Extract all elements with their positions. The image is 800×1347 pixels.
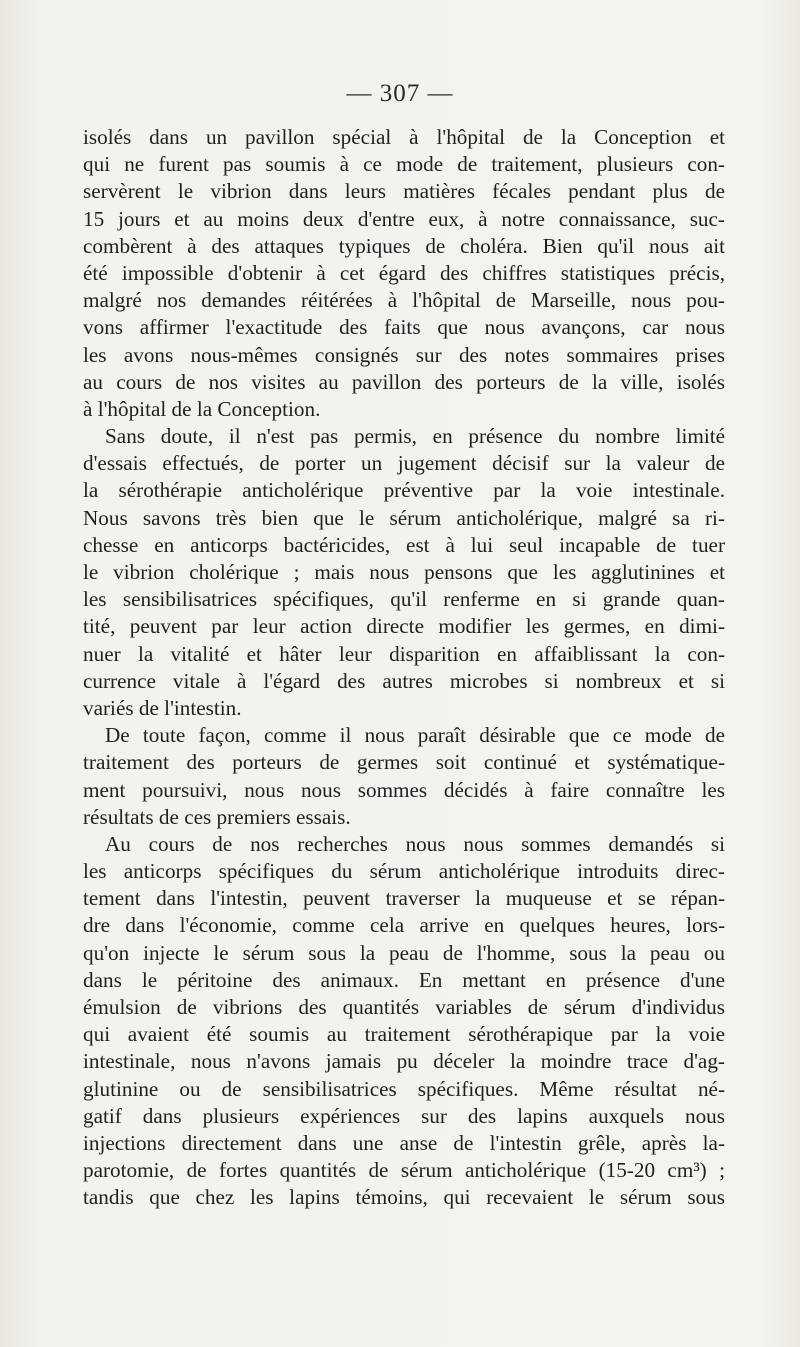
body-text [83,124,725,1212]
text-line: qu'on injecte le sérum sous la peau de l'homme, sous la peau ou [83,940,725,965]
text-line: servèrent le vibrion dans leurs matières fécales pendant plus de [83,179,725,204]
text-line: injections directement dans une anse de l'intestin grêle, après la- [83,1130,725,1155]
text-line: vons affirmer l'exactitude des faits que nous avançons, car nous [83,315,725,340]
paragraph-2 [83,423,725,722]
text-line: glutinine ou de sensibilisatrices spécifiques. Même résultat né- [83,1076,725,1101]
text-line: Sans doute, il n'est pas permis, en présence du nombre limité [105,424,725,449]
text-line: traitement des porteurs de germes soit continué et systématique- [83,750,725,775]
text-line: d'essais effectués, de porter un jugement décisif sur la valeur de [83,451,725,476]
text-line: qui ne furent pas soumis à ce mode de traitement, plusieurs con- [83,152,725,177]
text-line: dans le péritoine des animaux. En mettant en présence d'une [83,967,725,992]
text-line: nuer la vitalité et hâter leur disparition en affaiblissant la con- [83,641,725,666]
text-line: tité, peuvent par leur action directe modifier les germes, en dimi- [83,614,725,639]
text-line: les anticorps spécifiques du sérum anticholérique introduits direc- [83,859,725,884]
text-line: qui avaient été soumis au traitement sérothérapique par la voie [83,1022,725,1047]
text-line: été impossible d'obtenir à cet égard des chiffres statistiques précis, [83,260,725,285]
text-line: les sensibilisatrices spécifiques, qu'il renferme en si grande quan- [83,587,725,612]
text-line: Au cours de nos recherches nous nous sommes demandés si [105,831,725,856]
paragraph-4 [83,831,725,1212]
text-line: résultats de ces premiers essais. [83,804,351,829]
paragraph-1 [83,124,725,423]
text-line: De toute façon, comme il nous paraît désirable que ce mode de [105,723,725,748]
text-line: combèrent à des attaques typiques de choléra. Bien qu'il nous ait [83,233,725,258]
text-line: ment poursuivi, nous nous sommes décidés à faire connaître les [83,777,725,802]
text-line: currence vitale à l'égard des autres microbes si nombreux et si [83,668,725,693]
text-line: parotomie, de fortes quantités de sérum anticholérique (15-20 cm³) ; [83,1158,725,1183]
text-line: à l'hôpital de la Conception. [83,396,321,421]
text-line: au cours de nos visites au pavillon des porteurs de la ville, isolés [83,369,725,394]
text-line: chesse en anticorps bactéricides, est à lui seul incapable de tuer [83,532,725,557]
text-line: la sérothérapie anticholérique préventive par la voie intestinale. [83,478,725,503]
paragraph-3 [83,722,725,831]
text-line: les avons nous-mêmes consignés sur des notes sommaires prises [83,342,725,367]
text-line: intestinale, nous n'avons jamais pu déceler la moindre trace d'ag- [83,1049,725,1074]
text-line: tement dans l'intestin, peuvent traverser la muqueuse et se répan- [83,886,725,911]
text-line: variés de l'intestin. [83,695,242,720]
text-line: tandis que chez les lapins témoins, qui recevaient le sérum sous [83,1185,725,1210]
text-line: le vibrion cholérique ; mais nous pensons que les agglutinines et [83,560,725,584]
text-line: dre dans l'économie, comme cela arrive en quelques heures, lors- [83,913,725,938]
page-number: — 307 — [346,80,454,107]
text-line: gatif dans plusieurs expériences sur des lapins auxquels nous [83,1103,725,1128]
text-line: 15 jours et au moins deux d'entre eux, à notre connaissance, suc- [83,206,725,231]
text-line: isolés dans un pavillon spécial à l'hôpital de la Conception et [83,125,725,149]
text-line: émulsion de vibrions des quantités variables de sérum d'individus [83,995,725,1019]
text-line: Nous savons très bien que le sérum anticholérique, malgré sa ri- [83,505,725,530]
text-line: malgré nos demandes réitérées à l'hôpital de Marseille, nous pou- [83,288,725,313]
